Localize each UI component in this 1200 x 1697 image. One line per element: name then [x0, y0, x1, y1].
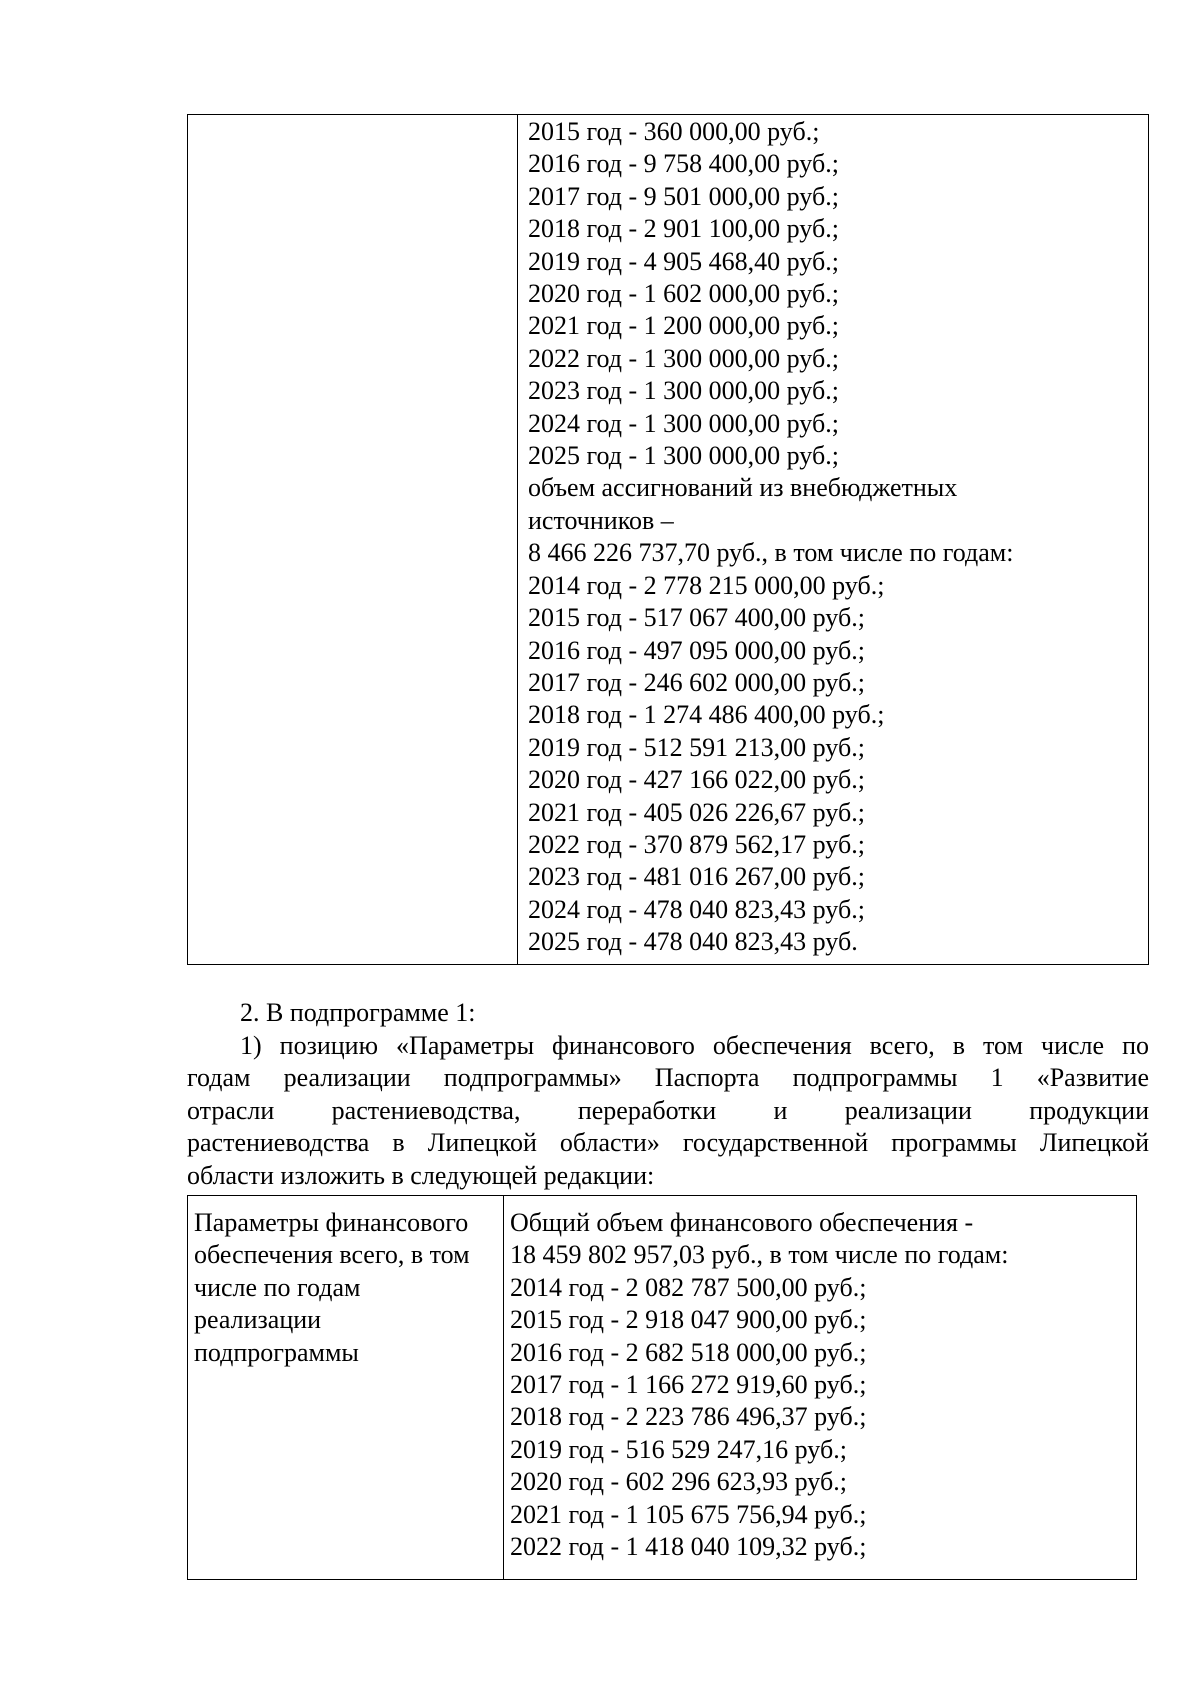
table-line: 2025 год - 1 300 000,00 руб.; — [528, 441, 839, 471]
table-line: 2021 год - 405 026 226,67 руб.; — [528, 797, 865, 827]
table-line: 18 459 802 957,03 руб., в том числе по годам: — [510, 1240, 1009, 1270]
table-line: обеспечения всего, в том — [194, 1240, 470, 1270]
table-line: 2022 год - 1 300 000,00 руб.; — [528, 343, 839, 373]
paragraph-line: области изложить в следующей редакции: — [187, 1160, 655, 1190]
table-line: 2014 год - 2 778 215 000,00 руб.; — [528, 570, 885, 600]
table-line: 8 466 226 737,70 руб., в том числе по годам: — [528, 538, 1014, 568]
table-line: 2019 год - 516 529 247,16 руб.; — [510, 1434, 847, 1464]
table-line: 2020 год - 1 602 000,00 руб.; — [528, 279, 839, 309]
table-column-divider — [503, 1196, 504, 1579]
paragraph-line: растениеводства в Липецкой области» государственной программы Липецкой — [187, 1128, 1149, 1158]
table-line: 2024 год - 1 300 000,00 руб.; — [528, 408, 839, 438]
table-line: 2015 год - 517 067 400,00 руб.; — [528, 603, 865, 633]
table-line: 2019 год - 4 905 468,40 руб.; — [528, 246, 839, 276]
table-line: 2016 год - 9 758 400,00 руб.; — [528, 149, 839, 179]
paragraph-line: отрасли растениеводства, переработки и реализации продукции — [187, 1095, 1149, 1125]
table-line: 2018 год - 1 274 486 400,00 руб.; — [528, 700, 885, 730]
table-cell-financing-values — [510, 1207, 1008, 1563]
table-cell-parameter-name — [194, 1207, 470, 1369]
table-line: 2014 год - 2 082 787 500,00 руб.; — [510, 1272, 867, 1302]
table-line: 2021 год - 1 105 675 756,94 руб.; — [510, 1499, 867, 1529]
table-line: 2016 год - 497 095 000,00 руб.; — [528, 635, 865, 665]
table-line: 2021 год - 1 200 000,00 руб.; — [528, 311, 839, 341]
table-line: 2020 год - 427 166 022,00 руб.; — [528, 765, 865, 795]
table-line: подпрограммы — [194, 1337, 359, 1367]
table-line: Общий объем финансового обеспечения - — [510, 1208, 974, 1237]
table-line: Параметры финансового — [194, 1208, 469, 1237]
table-line: реализации — [194, 1305, 322, 1335]
table-line: 2018 год - 2 223 786 496,37 руб.; — [510, 1402, 867, 1432]
table-line: 2025 год - 478 040 823,43 руб. — [528, 927, 858, 957]
table-line: 2016 год - 2 682 518 000,00 руб.; — [510, 1337, 867, 1367]
table-line: объем ассигнований из внебюджетных — [528, 473, 958, 503]
paragraph-line: годам реализации подпрограммы» Паспорта подпрограммы 1 «Развитие — [187, 1063, 1149, 1093]
table-line: 2017 год - 246 602 000,00 руб.; — [528, 667, 865, 697]
financing-table-continuation — [187, 114, 1149, 965]
table-line: числе по годам — [194, 1272, 361, 1302]
table-line: 2015 год - 2 918 047 900,00 руб.; — [510, 1305, 867, 1335]
table-line: источников – — [528, 505, 674, 535]
table-line: 2015 год - 360 000,00 руб.; — [528, 117, 820, 146]
table-line: 2018 год - 2 901 100,00 руб.; — [528, 214, 839, 244]
table-line: 2024 год - 478 040 823,43 руб.; — [528, 894, 865, 924]
table-line: 2020 год - 602 296 623,93 руб.; — [510, 1467, 847, 1497]
table-line: 2023 год - 481 016 267,00 руб.; — [528, 862, 865, 892]
table-line: 2017 год - 9 501 000,00 руб.; — [528, 181, 839, 211]
table-line: 2022 год - 370 879 562,17 руб.; — [528, 829, 865, 859]
body-paragraph — [187, 1030, 1149, 1192]
paragraph-line: 1) позицию «Параметры финансового обеспечения всего, в том числе по — [240, 1031, 1149, 1060]
table-cell-financing-values — [528, 116, 1013, 959]
section-heading: 2. В подпрограмме 1: — [240, 998, 476, 1027]
table-line: 2019 год - 512 591 213,00 руб.; — [528, 732, 865, 762]
subprogram-financing-table — [187, 1195, 1137, 1580]
table-line: 2017 год - 1 166 272 919,60 руб.; — [510, 1370, 867, 1400]
table-line: 2023 год - 1 300 000,00 руб.; — [528, 376, 839, 406]
table-line: 2022 год - 1 418 040 109,32 руб.; — [510, 1532, 867, 1562]
table-column-divider — [517, 115, 518, 964]
